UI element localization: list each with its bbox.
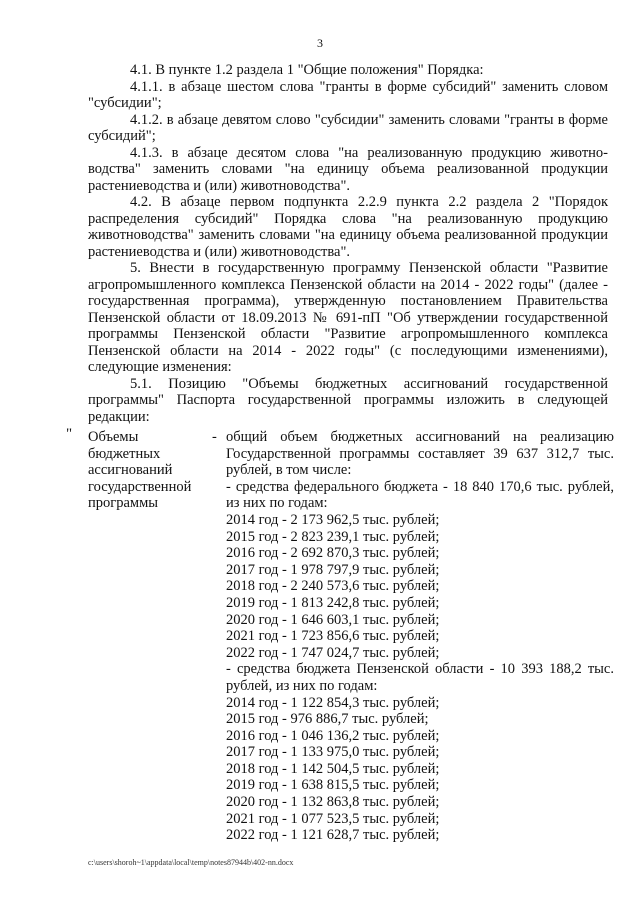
file-path-footer: c:\users\shoroh~1\appdata\local\temp\notes87944b\402-nn.docx <box>88 858 294 867</box>
opening-quote: " <box>66 426 73 442</box>
regional-year-line: 2017 год - 1 133 975,0 тыс. рублей; <box>226 744 440 761</box>
budget-intro: общий объем бюджетных ассигнований на реализацию Государственной программы составляет 39 637 312,7 тыс. рублей, в том числе: <box>226 429 614 479</box>
regional-year-line: 2018 год - 1 142 504,5 тыс. рублей; <box>226 760 440 777</box>
regional-year-line: 2021 год - 1 077 523,5 тыс. рублей; <box>226 810 440 827</box>
document-body <box>88 62 608 425</box>
regional-year-line: 2016 год - 1 046 136,2 тыс. рублей; <box>226 727 440 744</box>
regional-year-line: 2022 год - 1 121 628,7 тыс. рублей; <box>226 827 440 844</box>
budget-content <box>226 429 614 844</box>
federal-year-line: 2016 год - 2 692 870,3 тыс. рублей; <box>226 545 440 562</box>
federal-year-line: 2015 год - 2 823 239,1 тыс. рублей; <box>226 528 440 545</box>
federal-year-line: 2019 год - 1 813 242,8 тыс. рублей; <box>226 594 440 611</box>
regional-year-line: 2015 год - 976 886,7 тыс. рублей; <box>226 711 429 728</box>
federal-years-list <box>226 512 614 661</box>
regional-year-line: 2020 год - 1 132 863,8 тыс. рублей; <box>226 794 440 811</box>
paragraph-4-1: 4.1. В пункте 1.2 раздела 1 "Общие положения" Порядка: <box>130 62 484 78</box>
paragraph-4-1-1: 4.1.1. в абзаце шестом слова "гранты в форме субсидий" заменить словом "субсидии"; <box>88 78 608 111</box>
label-dash: - <box>212 429 217 445</box>
federal-header: - средства федерального бюджета - 18 840 170,6 тыс. рублей, из них по годам: <box>226 478 614 512</box>
paragraph-5: 5. Внести в государственную программу Пензенской области "Развитие агропромышленного комплекса Пензенской области на 2014 - 2022 годы" (далее - государственная программа), утвержденную постановлением Правительства Пензенской области от 18.09.2013 № 691-пП "Об утверждении государственной программы Пензенской области "Развитие агропромышленного комплекса Пензенской области на 2014 - 2022 годы" (с последующими изменениями), следующие изменения: <box>88 260 608 375</box>
regional-year-line: 2019 год - 1 638 815,5 тыс. рублей; <box>226 777 440 794</box>
federal-year-line: 2018 год - 2 240 573,6 тыс. рублей; <box>226 578 440 595</box>
regional-years-list <box>226 695 614 844</box>
federal-year-line: 2022 год - 1 747 024,7 тыс. рублей; <box>226 644 440 661</box>
page-number: 3 <box>317 36 323 50</box>
paragraph-5-1: 5.1. Позицию "Объемы бюджетных ассигнований государственной программы" Паспорта государственной программы изложить в следующей редакции: <box>88 375 608 425</box>
federal-year-line: 2014 год - 2 173 962,5 тыс. рублей; <box>226 511 440 528</box>
federal-year-line: 2017 год - 1 978 797,9 тыс. рублей; <box>226 561 440 578</box>
regional-year-line: 2014 год - 1 122 854,3 тыс. рублей; <box>226 694 440 711</box>
federal-year-line: 2021 год - 1 723 856,6 тыс. рублей; <box>226 628 440 645</box>
regional-header: - средства бюджета Пензенской области - 10 393 188,2 тыс. рублей, из них по годам: <box>226 661 614 694</box>
federal-year-line: 2020 год - 1 646 603,1 тыс. рублей; <box>226 611 440 628</box>
paragraph-4-2: 4.2. В абзаце первом подпункта 2.2.9 пункта 2.2 раздела 2 "Порядок распределения субсидий" Порядка слова "на реализованную продукцию животноводства" заменить словами "на единицу объема реализованной продукции растениеводства и (или) животноводства". <box>88 194 608 260</box>
paragraph-4-1-3: 4.1.3. в абзаце десятом слова "на реализованную продукцию животно-водства" заменить словами "на единицу объема реализованной продукции растениеводства и (или) животноводства". <box>88 144 608 194</box>
budget-label: Объемы бюджетных ассигнований государственной программы <box>88 429 192 512</box>
paragraph-4-1-2: 4.1.2. в абзаце девятом слово "субсидии" заменить словами "гранты в форме субсидий"; <box>88 111 608 144</box>
